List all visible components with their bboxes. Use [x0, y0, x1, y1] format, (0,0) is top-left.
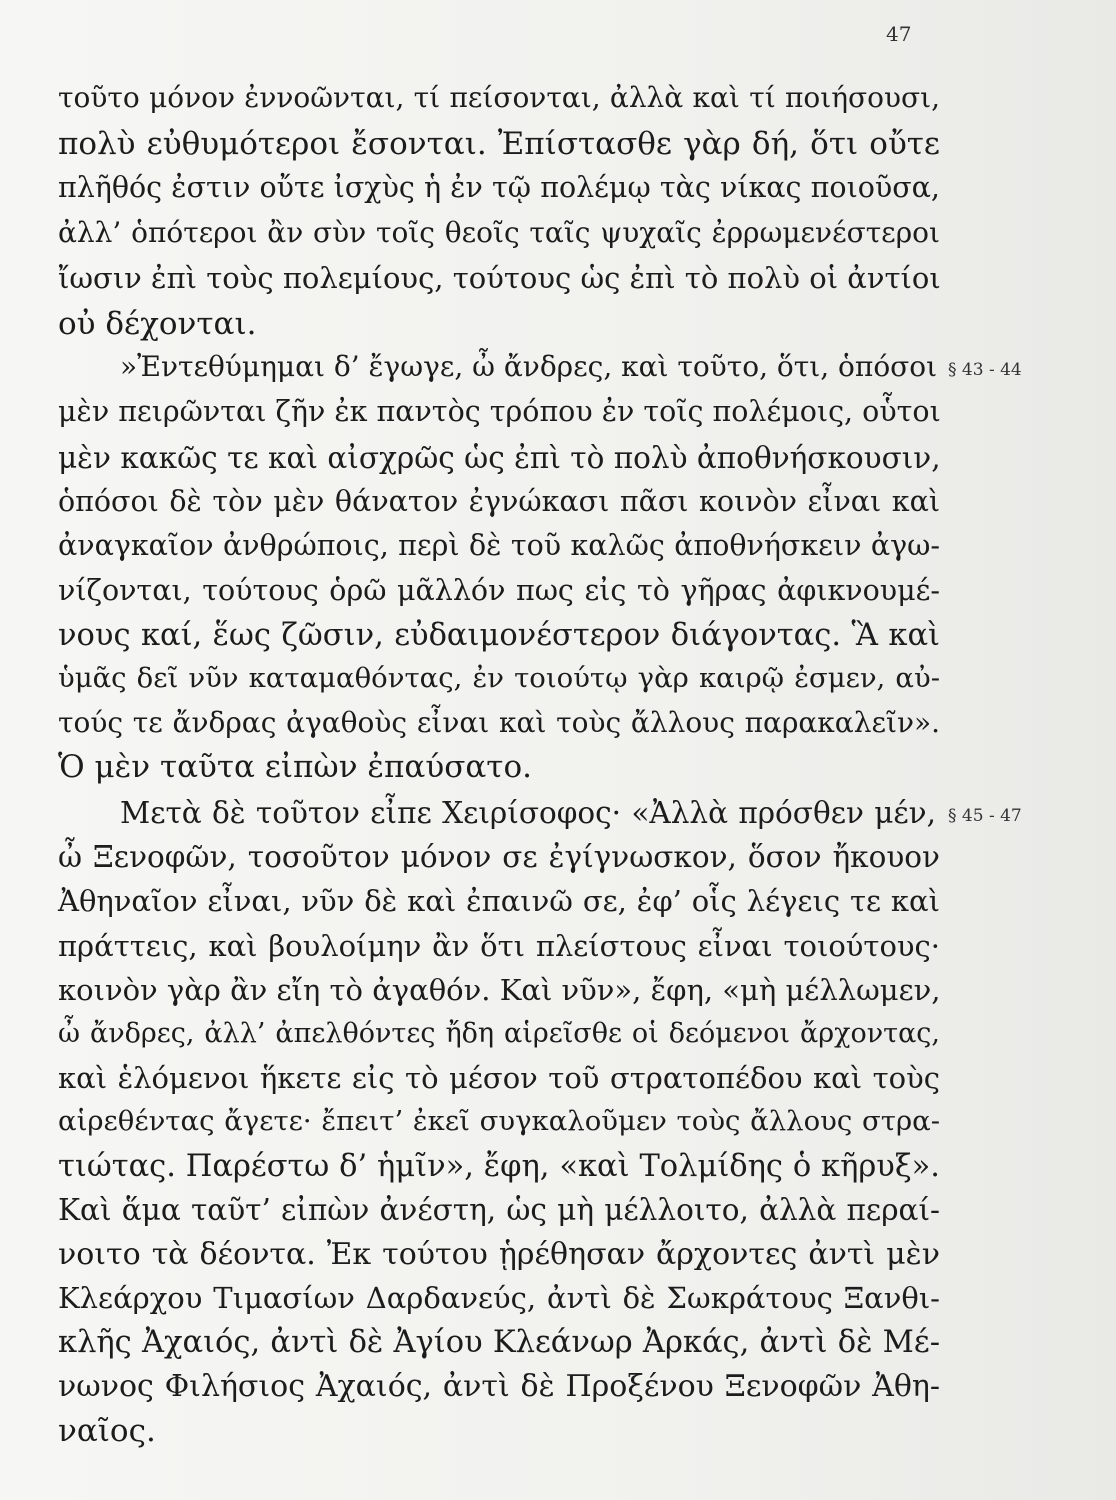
text-line: ἴωσιν ἐπὶ τοὺς πολεμίους, τούτους ὡς ἐπὶ τὸ πολὺ οἱ ἀντίοι	[58, 261, 941, 295]
text-line: τιώτας. Παρέστω δ’ ἡμῖν», ἔφη, «καὶ Τολμίδης ὁ κῆρυξ».	[58, 1149, 940, 1184]
text-line: τοῦτο μόνον ἐννοῶνται, τί πείσονται, ἀλλὰ καὶ τί ποιήσουσι,	[58, 81, 940, 114]
paragraph-first-line: Μετὰ δὲ τοῦτον εἶπε Χειρίσοφος· «Ἀλλὰ πρόσθεν μέν,	[120, 796, 936, 830]
text-line: Ὁ μὲν ταῦτα εἰπὼν ἐπαύσατο.	[58, 749, 532, 785]
margin-section-ref: § 43 - 44	[948, 360, 1022, 380]
text-line: οὐ δέχονται.	[58, 306, 257, 342]
text-line: ἀλλ’ ὁπότεροι ἂν σὺν τοῖς θεοῖς ταῖς ψυχαῖς ἐρρωμενέστεροι	[58, 216, 940, 249]
margin-section-ref: § 45 - 47	[948, 806, 1022, 826]
text-line: πλῆθός ἐστιν οὔτε ἰσχὺς ἡ ἐν τῷ πολέμῳ τὰς νίκας ποιοῦσα,	[58, 171, 940, 204]
text-line: ὦ ἄνδρες, ἀλλ’ ἀπελθόντες ἤδη αἱρεῖσθε οἱ δεόμενοι ἄρχοντας,	[58, 1018, 940, 1049]
text-line: Κλεάρχου Τιμασίων Δαρδανεύς, ἀντὶ δὲ Σωκράτους Ξανθι-	[58, 1281, 940, 1315]
text-line: κοινὸν γὰρ ἂν εἴη τὸ ἀγαθόν. Καὶ νῦν», ἔφη, «μὴ μέλλωμεν,	[58, 973, 941, 1007]
text-line: ἀναγκαῖον ἀνθρώποις, περὶ δὲ τοῦ καλῶς ἀποθνήσκειν ἀγω-	[58, 529, 940, 562]
text-line: ὑμᾶς δεῖ νῦν καταμαθόντας, ἐν τοιούτῳ γὰρ καιρῷ ἐσμεν, αὐ-	[58, 662, 940, 694]
text-line: καὶ ἑλόμενοι ἥκετε εἰς τὸ μέσον τοῦ στρατοπέδου καὶ τοὺς	[58, 1061, 940, 1095]
text-line: ὦ Ξενοφῶν, τοσοῦτον μόνον σε ἐγίγνωσκον, ὅσον ἤκουον	[58, 840, 940, 874]
text-line: πολὺ εὐθυμότεροι ἔσονται. Ἐπίστασθε γὰρ δή, ὅτι οὔτε	[58, 126, 940, 162]
text-line: κλῆς Ἀχαιός, ἀντὶ δὲ Ἀγίου Κλεάνωρ Ἀρκάς, ἀντὶ δὲ Μέ-	[58, 1325, 940, 1360]
text-line: νίζονται, τούτους ὁρῶ μᾶλλόν πως εἰς τὸ γῆρας ἀφικνουμέ-	[58, 574, 940, 607]
text-line: Καὶ ἅμα ταῦτ’ εἰπὼν ἀνέστη, ὡς μὴ μέλλοιτο, ἀλλὰ περαί-	[58, 1193, 940, 1227]
text-line: τούς τε ἄνδρας ἀγαθοὺς εἶναι καὶ τοὺς ἄλλους παρακαλεῖν».	[58, 706, 940, 739]
text-line: νους καί, ἕως ζῶσιν, εὐδαιμονέστερον διάγοντας. Ἃ καὶ	[58, 618, 940, 653]
text-line: πράττεις, καὶ βουλοίμην ἂν ὅτι πλείστους εἶναι τοιούτους·	[58, 929, 940, 963]
text-line: Ἀθηναῖον εἶναι, νῦν δὲ καὶ ἐπαινῶ σε, ἐφ’ οἷς λέγεις τε καὶ	[58, 884, 940, 918]
text-line: μὲν κακῶς τε καὶ αἰσχρῶς ὡς ἐπὶ τὸ πολὺ ἀποθνήσκουσιν,	[58, 441, 941, 475]
text-line: ὁπόσοι δὲ τὸν μὲν θάνατον ἐγνώκασι πᾶσι κοινὸν εἶναι καὶ	[58, 485, 940, 518]
text-line: ναῖος.	[58, 1413, 156, 1449]
paragraph-first-line: »Ἐντεθύμημαι δ’ ἔγωγε, ὦ ἄνδρες, καὶ τοῦτο, ὅτι, ὁπόσοι	[120, 350, 938, 383]
text-line: αἱρεθέντας ἄγετε· ἔπειτ’ ἐκεῖ συγκαλοῦμεν τοὺς ἄλλους στρα-	[58, 1105, 940, 1137]
page-number: 47	[886, 22, 912, 46]
text-line: νοιτο τὰ δέοντα. Ἐκ τούτου ᾑρέθησαν ἄρχοντες ἀντὶ μὲν	[58, 1237, 940, 1272]
text-line: μὲν πειρῶνται ζῆν ἐκ παντὸς τρόπου ἐν τοῖς πολέμοις, οὗτοι	[58, 395, 941, 428]
text-line: νωνος Φιλήσιος Ἀχαιός, ἀντὶ δὲ Προξένου Ξενοφῶν Ἀθη-	[58, 1369, 940, 1404]
